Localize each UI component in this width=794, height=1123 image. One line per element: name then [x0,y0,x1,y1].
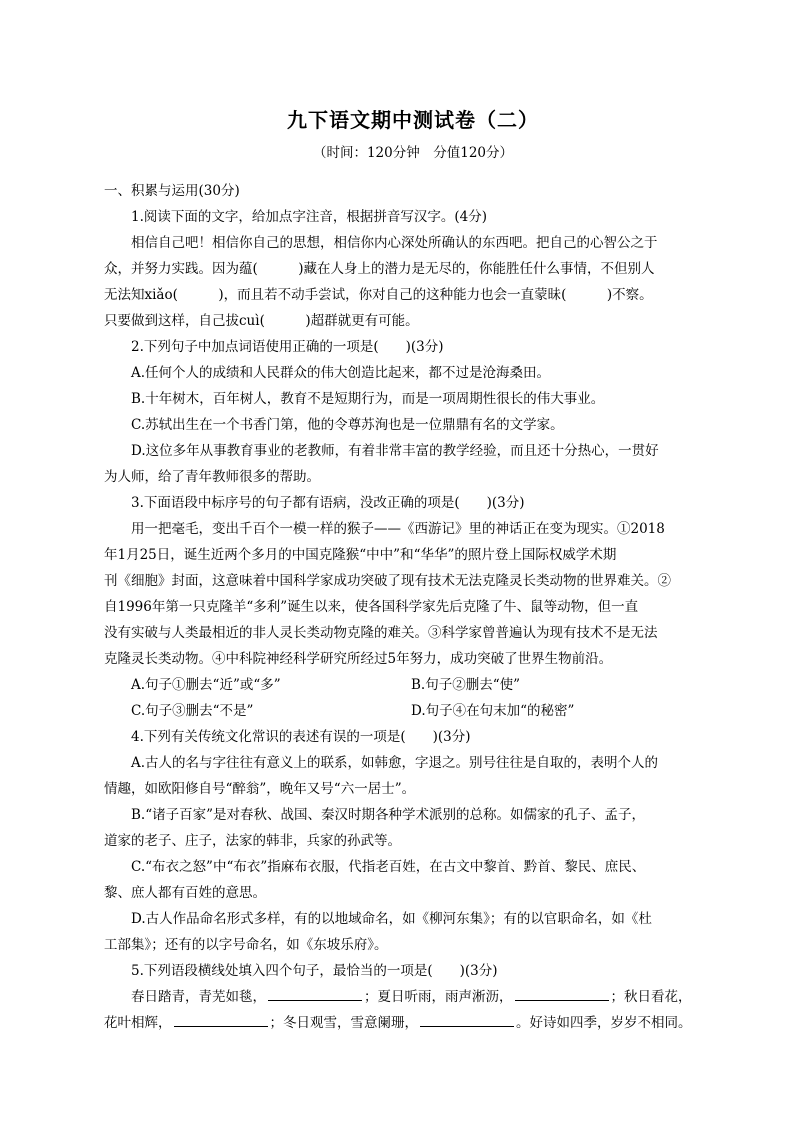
q4-line: B.“诸子百家”是对春秋、战国、秦汉时期各种学术派别的总称。如儒家的孔子、孟子， [131,807,646,823]
page-title: 九下语文期中测试卷（二） [287,108,539,132]
answer-blank[interactable] [268,986,362,1001]
q5-line [104,984,722,1010]
q3-option-d: D.句子④在句末加“的秘密” [411,703,575,719]
q4-line: 情趣，如欧阳修自号“醉翁”，晚年又号“六一居士”。 [104,781,416,797]
q3-line: 自1996年第一只克隆羊“多利”诞生以来，使各国科学家先后克隆了牛、鼠等动物，但一直 [104,599,639,615]
q2-option: C.苏轼出生在一个书香门第，他的令尊苏洵也是一位鼎鼎有名的文学家。 [131,417,564,433]
q3-options-row [104,672,722,698]
q1-stem: 1.阅读下面的文字，给加点字注音，根据拼音写汉字。(4分) [131,209,488,225]
q5-stem: 5.下列语段横线处填入四个句子，最恰当的一项是( )(3分) [131,963,498,979]
q5-text: 春日踏青，青芜如毯， [131,989,266,1005]
q5-text: ；秋日看花， [610,989,692,1005]
page-subtitle: （时间：120分钟 分值120分） [312,145,514,161]
q4-line: A.古人的名与字往往有意义上的联系，如韩愈，字退之。别号往往是自取的，表明个人的 [131,755,659,771]
q3-option-c: C.句子③删去“不是” [131,703,254,719]
q3-options-row [104,698,722,724]
q2-option: D.这位多年从事教育事业的老教师，有着非常丰富的教学经验，而且还十分热心，一贯好 [131,443,659,459]
q3-line: 年1月25日，诞生近两个多月的中国克隆猴“中中”和“华华”的照片登上国际权威学术期 [104,547,617,563]
answer-blank[interactable] [174,1012,268,1027]
q3-line: 用一把毫毛，变出千百个一模一样的猴子——《西游记》里的神话正在变为现实。①2018 [131,521,665,537]
q3-stem: 3.下面语段中标序号的句子都有语病，没改正确的项是( )(3分) [131,495,525,511]
q4-line: C.“布衣之怒”中“布衣”指麻布衣服，代指老百姓，在古文中黎首、黔首、黎民、庶民、 [131,859,646,875]
q4-line: 道家的老子、庄子，法家的韩非，兵家的孙武等。 [104,833,401,849]
answer-blank[interactable] [515,986,609,1001]
q4-stem: 4.下列有关传统文化常识的表述有误的一项是( )(3分) [131,729,471,745]
q3-line: 没有实破与人类最相近的非人灵长类动物克隆的难关。③科学家曾普遍认为现有技术不是无法 [104,625,658,641]
q1-line: 只要做到这样，自己拔cuì( )超群就更有可能。 [104,313,419,329]
q4-line: D.古人作品命名形式多样，有的以地域命名，如《柳河东集》；有的以官职命名，如《杜 [131,911,652,927]
q1-line: 相信自己吧！相信你自己的思想，相信你内心深处所确认的东西吧。把自己的心智公之于 [131,235,658,251]
q1-line: 无法知xiǎo( )，而且若不动手尝试，你对自己的这种能力也会一直蒙昧( )不察。 [104,287,653,303]
q5-text: ；冬日观雪，雪意阑珊， [269,1015,418,1031]
q3-option-b: B.句子②删去“使” [411,677,521,693]
q5-text: ；夏日听雨，雨声淅沥， [364,989,513,1005]
q2-option: A.任何个人的成绩和人民群众的伟大创造比起来，都不过是沧海桑田。 [131,365,551,381]
q3-line: 克隆灵长类动物。④中科院神经科学研究所经过5年努力，成功突破了世界生物前沿。 [104,651,613,667]
q5-text: 花叶相辉， [104,1015,172,1031]
q2-option: B.十年树木，百年树人，教育不是短期行为，而是一项周期性很长的伟大事业。 [131,391,605,407]
answer-blank[interactable] [420,1012,514,1027]
q2-stem: 2.下列句子中加点词语使用正确的一项是( )(3分) [131,339,444,355]
q3-line: 刊《细胞》封面，这意味着中国科学家成功突破了现有技术无法克隆灵长类动物的世界难关。② [104,573,671,589]
section-heading: 一、积累与运用(30分) [104,183,240,199]
q4-line: 黎、庶人都有百姓的意思。 [104,885,266,901]
q1-line: 众，并努力实践。因为蕴( )藏在人身上的潜力是无尽的，你能胜任什么事情，不但别人 [104,261,655,277]
q2-option-cont: 为人师，给了青年教师很多的帮助。 [104,469,320,485]
q5-text: 。好诗如四季，岁岁不相同。 [516,1015,692,1031]
q3-option-a: A.句子①删去“近”或“多” [131,677,281,693]
q5-line [104,1010,722,1036]
q4-line: 工部集》；还有的以字号命名，如《东坡乐府》。 [104,937,388,953]
